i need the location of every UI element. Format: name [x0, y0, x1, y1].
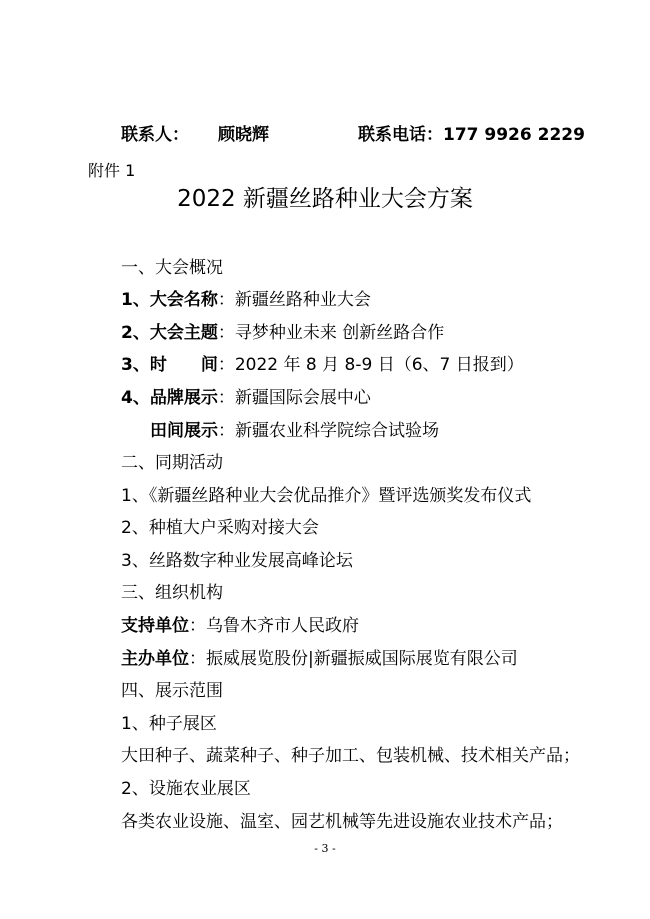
- scope-zone-description: 各类农业设施、温室、园艺机械等先进设施农业技术产品；: [121, 812, 563, 832]
- organization-item: [121, 615, 359, 637]
- overview-item: [121, 354, 524, 376]
- item-label: 3、时 间: [121, 355, 218, 375]
- scope-zone-description: 大田种子、蔬菜种子、种子加工、包装机械、技术相关产品；: [121, 746, 580, 766]
- item-label: 支持单位: [121, 616, 189, 636]
- item-label: 2、大会主题: [121, 323, 218, 343]
- item-value: ：2022 年 8 月 8-9 日（6、7 日报到）: [217, 355, 524, 375]
- activity-item: 1、《新疆丝路种业大会优品推介》暨评选颁奖发布仪式: [121, 486, 532, 506]
- scope-zone-title: 1、种子展区: [121, 714, 217, 734]
- item-label: 1、大会名称: [121, 290, 218, 310]
- attachment-label: 附件 1: [88, 161, 136, 180]
- organization-item: [121, 648, 518, 670]
- item-label: 主办单位: [121, 649, 189, 669]
- section-heading-scope: 四、展示范围: [121, 681, 223, 701]
- section-heading-organization: 三、组织机构: [121, 583, 223, 603]
- page-number: - 3 -: [314, 842, 336, 855]
- item-value: ：新疆农业科学院综合试验场: [218, 421, 439, 441]
- item-value: ：寻梦种业未来 创新丝路合作: [217, 323, 445, 343]
- scope-zone-title: 2、设施农业展区: [121, 779, 251, 799]
- contact-phone: 联系电话：177 9926 2229: [358, 125, 585, 145]
- section-heading-overview: 一、大会概况: [121, 258, 223, 278]
- contact-label: 联系人：: [121, 125, 189, 145]
- item-value: ：新疆丝路种业大会: [217, 290, 371, 310]
- item-value: ：乌鲁木齐市人民政府: [189, 616, 359, 636]
- overview-item: [121, 289, 371, 311]
- overview-item: [121, 387, 371, 409]
- overview-item: [121, 322, 444, 344]
- item-label: 4、品牌展示: [121, 388, 218, 408]
- section-heading-activities: 二、同期活动: [121, 453, 223, 473]
- activity-item: 3、丝路数字种业发展高峰论坛: [121, 551, 353, 571]
- document-title: 2022 新疆丝路种业大会方案: [177, 186, 473, 212]
- item-value: ：新疆国际会展中心: [217, 388, 371, 408]
- contact-name: 顾晓辉: [218, 125, 269, 145]
- item-value: ：振威展览股份|新疆振威国际展览有限公司: [189, 649, 518, 669]
- item-label: 田间展示: [150, 421, 218, 441]
- activity-item: 2、种植大户采购对接大会: [121, 518, 319, 538]
- overview-item: [150, 420, 439, 442]
